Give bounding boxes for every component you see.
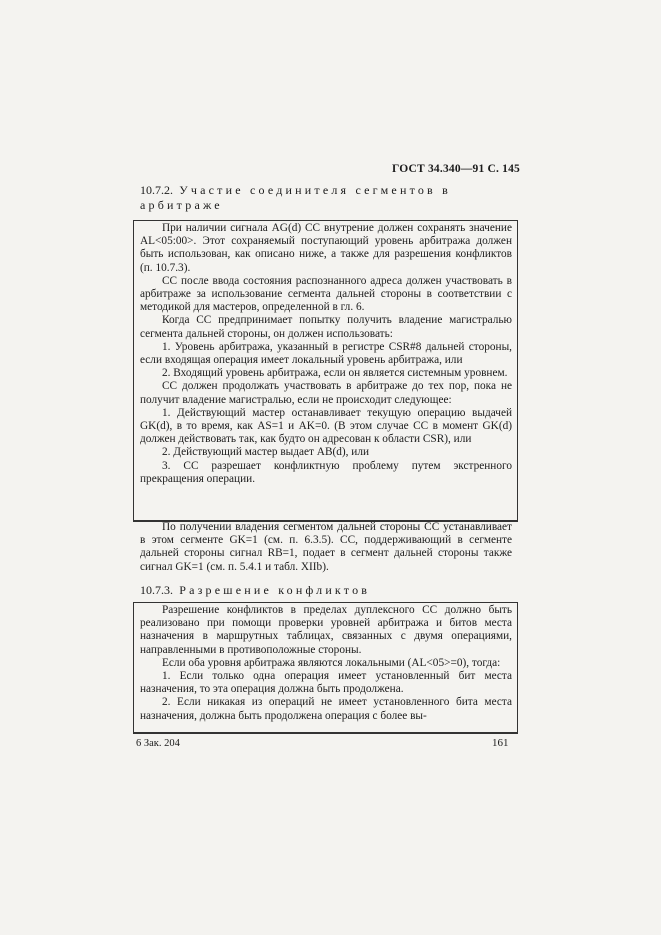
standard-reference: ГОСТ 34.340—91 С. 145 [392, 163, 520, 175]
paragraph: СС после ввода состояния распознанного адреса должен участвовать в арбитраже за использование сегмента дальней стороны в соответствии с методикой для мастеров, определенной в гл. 6. [140, 274, 512, 314]
section-title: Разрешение конфликтов [179, 583, 371, 597]
section-heading-10-7-2 [140, 183, 512, 213]
section-heading-10-7-3 [140, 583, 512, 598]
paragraph-after-box: По получении владения сегментом дальней стороны СС устанавливает в этом сегменте GK=1 (см. п. 6.3.5). СС, поддерживающий в сегменте дальней стороны сигнал RB=1, подает в сегмент дальней стороны также сигнал GK=1 (см. п. 5.4.1 и табл. XIIb). [140, 521, 512, 573]
paragraph: Разрешение конфликтов в пределах дуплексного СС должно быть реализовано при помощи проверки уровней арбитража и битов места назначения в маршрутных таблицах, связанных с двумя операциями, направленными в противоположные стороны. [140, 604, 512, 656]
list-item: 1. Действующий мастер останавливает текущую операцию выдачей GK(d), в то время, как AS=1 и AK=0. (В этом случае СС в момент GK(d) должен действовать так, как будто он адресован к области CSR), или [140, 406, 512, 446]
list-item: 2. Действующий мастер выдает AB(d), или [162, 446, 370, 459]
list-item: 3. СС разрешает конфликтную проблему путем экстренного прекращения операции. [140, 459, 512, 485]
paragraph: Когда СС предпринимает попытку получить владение магистралью сегмента дальней стороны, он должен использовать: [140, 314, 512, 340]
paragraph: При наличии сигнала AG(d) СС внутрение должен сохранять значение AL<05:00>. Этот сохраняемый поступающий уровень арбитража должен быть использован, как описано ниже, а также для разрешения конфликтов (п. 10.7.3). [140, 222, 512, 274]
framed-text-block-1 [133, 220, 518, 522]
print-order-mark: 6 Зак. 204 [136, 738, 180, 749]
framed-text-block-2 [133, 602, 518, 734]
section-number: 10.7.3. [140, 583, 173, 597]
paragraph: СС должен продолжать участвовать в арбитраже до тех пор, пока не получит владение магистралью, если не происходит следующее: [140, 380, 512, 406]
list-item: 1. Уровень арбитража, указанный в регистре CSR#8 дальней стороны, если входящая операция имеет локальный уровень арбитража, или [140, 340, 512, 367]
list-item: 2. Входящий уровень арбитража, если он является системным уровнем. [162, 367, 508, 380]
list-item: 2. Если никакая из операций не имеет установленного бита места назначения, должна быть продолжена операция с более вы- [140, 696, 512, 722]
list-item: 1. Если только одна операция имеет установленный бит места назначения, то эта операция должна быть продолжена. [140, 670, 512, 696]
section-number: 10.7.2. [140, 183, 173, 197]
section-title: Участие соединителя сегментов в арбитраже [140, 183, 451, 212]
page-number: 161 [492, 737, 509, 749]
paragraph: Если оба уровня арбитража являются локальными (AL<05>=0), тогда: [162, 656, 501, 669]
